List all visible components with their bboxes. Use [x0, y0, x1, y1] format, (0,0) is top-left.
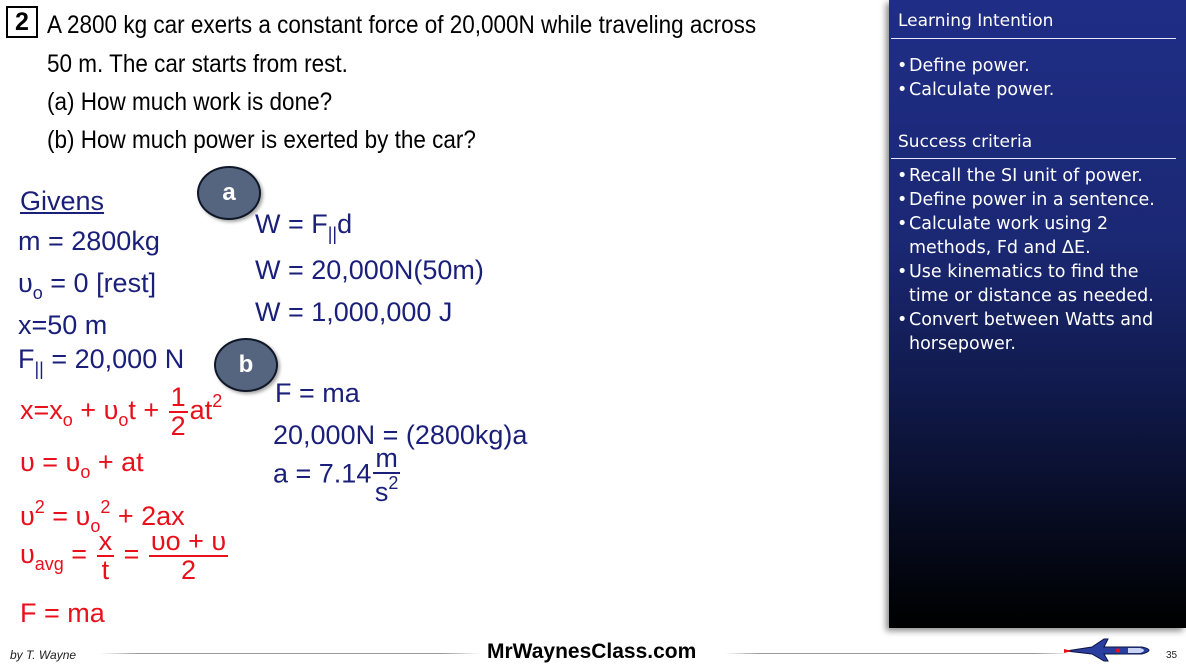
problem-line-3: (a) How much work is done?: [47, 88, 333, 116]
problem-number: 2: [6, 6, 38, 38]
footer-divider-right: [725, 653, 1070, 654]
kinematics-eq-velocity: $\upsilon = \upsilon_o$ + at: [20, 447, 144, 482]
rocket-logo-icon: [1064, 633, 1158, 663]
learning-intention-list: [897, 54, 1182, 102]
page-number: 35: [1166, 650, 1178, 661]
part-b-badge: b: [214, 338, 278, 392]
footer-author: by T. Wayne: [10, 648, 77, 662]
given-force: $F_{||} = 20,000$ N: [18, 344, 185, 379]
problem-line-2: 50 m. The car starts from rest.: [47, 50, 348, 78]
list-item: • Convert between Watts and horsepower.: [897, 308, 1182, 356]
newton-second-law-eq: F = ma: [20, 598, 105, 628]
kinematics-eq-position: $x=x_o + \upsilon_ot$ + $\frac{1}{2}$ $at^2$: [20, 382, 223, 441]
force-formula: F = ma: [275, 378, 360, 408]
work-substitution: W = 20,000N(50m): [255, 255, 484, 285]
problem-line-4: (b) How much power is exerted by the car?: [47, 126, 476, 154]
list-item: • Define power.: [897, 54, 1182, 78]
footer-divider-left: [100, 653, 480, 654]
force-substitution: 20,000N = (2800kg)a: [273, 420, 528, 450]
givens-title: Givens: [20, 186, 105, 216]
work-formula: $W = F_{||}d$: [255, 209, 353, 244]
list-item: • Recall the SI unit of power.: [897, 164, 1182, 188]
given-distance: x=50 m: [18, 310, 108, 340]
heading-divider: [891, 38, 1176, 39]
acceleration-result: a = 7.14 $\frac{m}{s^2}$: [273, 443, 399, 507]
kinematics-eq-velocity-squared: $\upsilon^2 = \upsilon_o^2 + 2ax$: [20, 497, 185, 536]
learning-intention-heading: Learning Intention: [898, 11, 1054, 31]
footer-site-link[interactable]: MrWaynesClass.com: [487, 640, 697, 663]
success-criteria-heading: Success criteria: [898, 132, 1033, 152]
given-mass: m = 2800kg: [18, 226, 160, 256]
learning-panel: [889, 0, 1186, 628]
list-item: • Define power in a sentence.: [897, 188, 1182, 212]
work-result: W = 1,000,000 J: [255, 297, 453, 327]
list-item: • Calculate power.: [897, 78, 1182, 102]
problem-line-1: A 2800 kg car exerts a constant force of 20,000N while traveling across: [47, 11, 757, 39]
part-a-badge: a: [197, 166, 261, 220]
kinematics-eq-average-velocity: $\upsilon_{avg}$ = $\frac{x}{t}$ = $\frac{\upsilon o + \upsilon}{2}$: [20, 526, 227, 585]
list-item: • Use kinematics to find the time or distance as needed.: [897, 260, 1182, 308]
list-item: • Calculate work using 2 methods, Fd and ΔE.: [897, 212, 1182, 260]
success-criteria-list: [897, 164, 1182, 356]
given-initial-velocity: $\upsilon_o = 0$ [rest]: [18, 268, 157, 303]
heading-divider: [891, 158, 1176, 159]
